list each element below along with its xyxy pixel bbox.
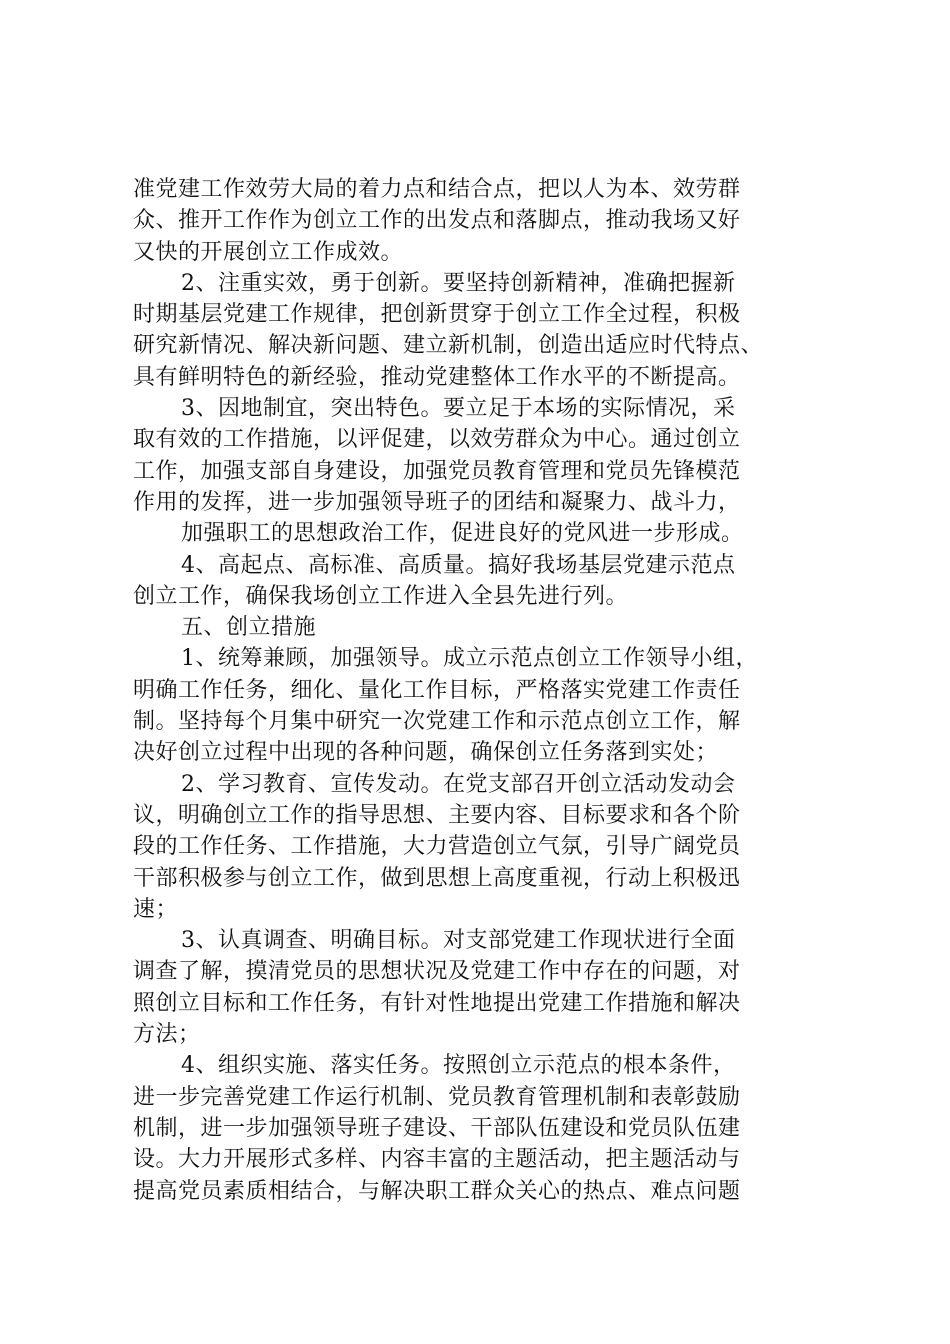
text-line: 调查了解，摸清党员的思想状况及党建工作中存在的问题，对 (133, 959, 741, 985)
text-line: 方法； (133, 1022, 201, 1048)
text-line: 具有鲜明特色的新经验，推动党建整体工作水平的不断提高。 (133, 364, 741, 390)
text-line: 提高党员素质相结合，与解决职工群众关心的热点、难点问题 (133, 1178, 741, 1204)
text-line: 时期基层党建工作规律，把创新贯穿于创立工作全过程，积极 (133, 302, 741, 328)
text-line: 3、认真调查、明确目标。对支部党建工作现状进行全面 (181, 928, 736, 954)
text-line: 速； (133, 896, 179, 922)
text-line: 设。大力开展形式多样、内容丰富的主题活动，把主题活动与 (133, 1147, 741, 1173)
text-line: 2、学习教育、宣传发动。在党支部召开创立活动发动会 (181, 771, 736, 797)
text-line: 2、注重实效，勇于创新。要坚持创新精神，准确把握新 (181, 270, 736, 296)
text-line: 3、因地制宜，突出特色。要立足于本场的实际情况，采 (181, 396, 736, 422)
text-line: 进一步完善党建工作运行机制、党员教育管理机制和表彰鼓励 (133, 1084, 741, 1110)
text-line: 五、创立措施 (181, 615, 317, 641)
text-line: 段的工作任务、工作措施，大力营造创立气氛，引导广阔党员 (133, 834, 741, 860)
text-line: 照创立目标和工作任务，有针对性地提出党建工作措施和解决 (133, 990, 741, 1016)
text-line: 又快的开展创立工作成效。 (133, 239, 404, 265)
text-line: 取有效的工作措施，以评促建，以效劳群众为中心。通过创立 (133, 427, 741, 453)
text-line: 1、统筹兼顾，加强领导。成立示范点创立工作领导小组， (181, 646, 758, 672)
text-line: 众、推开工作作为创立工作的出发点和落脚点，推动我场又好 (133, 208, 741, 234)
document-body (133, 174, 833, 1207)
text-line: 明确工作任务，细化、量化工作目标，严格落实党建工作责任 (133, 677, 741, 703)
text-line: 工作，加强支部自身建设，加强党员教育管理和党员先锋模范 (133, 458, 741, 484)
text-line: 作用的发挥，进一步加强领导班子的团结和凝聚力、战斗力， (133, 489, 741, 515)
text-line: 议，明确创立工作的指导思想、主要内容、目标要求和各个阶 (133, 802, 741, 828)
text-line: 4、高起点、高标准、高质量。搞好我场基层党建示范点 (181, 552, 736, 578)
text-line: 准党建工作效劳大局的着力点和结合点，把以人为本、效劳群 (133, 177, 741, 202)
text-line: 加强职工的思想政治工作，促进良好的党风进一步形成。 (181, 521, 744, 547)
text-line: 4、组织实施、落实任务。按照创立示范点的根本条件， (181, 1053, 736, 1079)
text-line: 干部积极参与创立工作，做到思想上高度重视，行动上积极迅 (133, 865, 741, 891)
text-line: 决好创立过程中出现的各种问题，确保创立任务落到实处； (133, 740, 719, 766)
text-line: 制。坚持每个月集中研究一次党建工作和示范点创立工作，解 (133, 709, 741, 735)
text-line: 研究新情况、解决新问题、建立新机制，创造出适应时代特点、 (133, 333, 764, 359)
text-line: 创立工作，确保我场创立工作进入全县先进行列。 (133, 583, 629, 609)
text-line: 机制，进一步加强领导班子建设、干部队伍建设和党员队伍建 (133, 1115, 741, 1141)
